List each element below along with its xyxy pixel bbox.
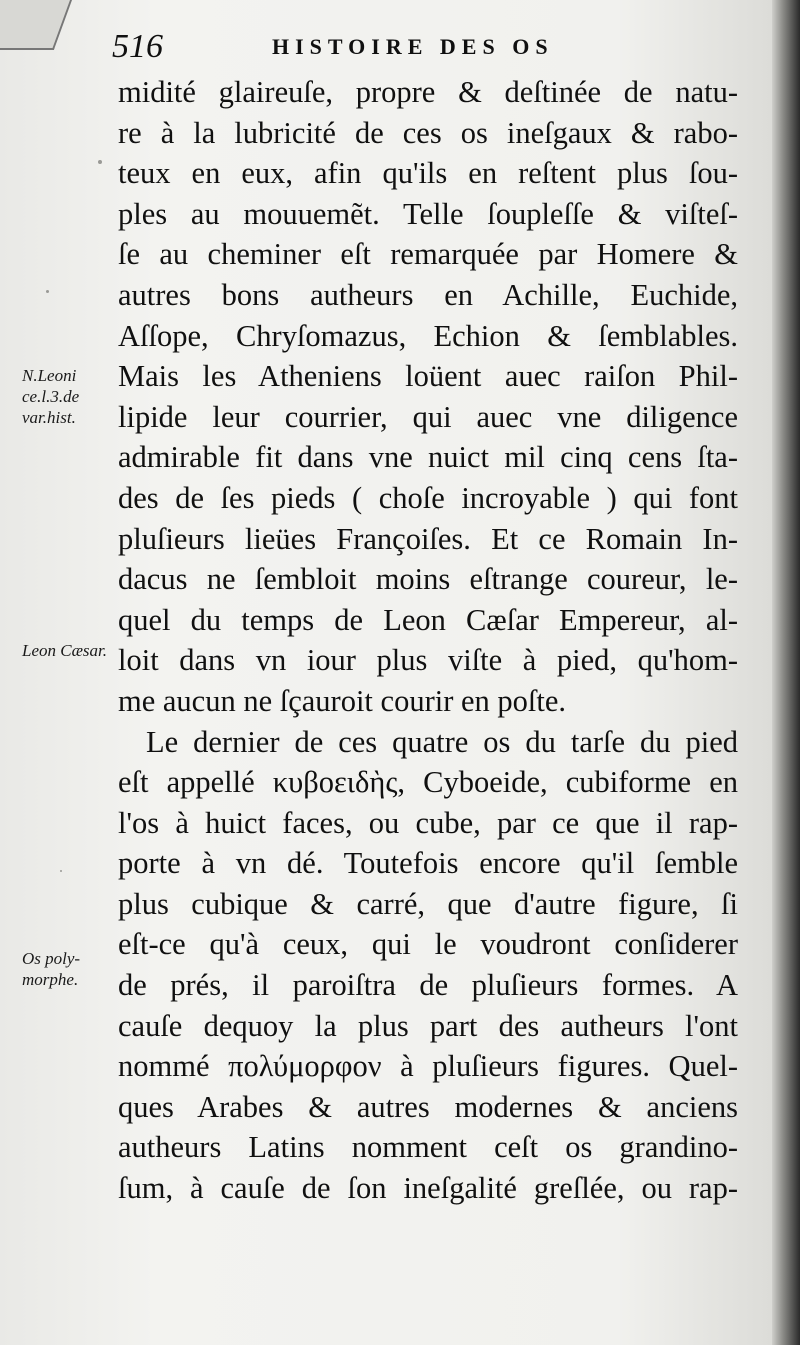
page-header <box>112 28 752 68</box>
text-line: l'os à huict faces, ou cube, par ce que il rap- <box>118 805 738 840</box>
running-head: HISTOIRE DES OS <box>272 34 554 59</box>
text-line: Aſſope, Chryſomazus, Echion & ſemblables. <box>118 318 738 353</box>
text-line: quel du temps de Leon Cæſar Empereur, al- <box>118 602 738 637</box>
book-spine <box>772 0 800 1345</box>
paper-speck <box>46 290 49 293</box>
text-line: lipide leur courrier, qui auec vne diligence <box>118 399 738 434</box>
margin-note-leonice: N.Leoni ce.l.3.de var.hist. <box>22 366 80 427</box>
page-corner <box>0 0 72 50</box>
text-line: porte à vn dé. Toutefois encore qu'il ſemble <box>118 846 738 881</box>
text-line: cauſe dequoy la plus part des autheurs l'ont <box>118 1008 738 1043</box>
text-line: ples au mouuemẽt. Telle ſoupleſſe & viſteſ- <box>118 196 738 231</box>
text-line: des de ſes pieds ( choſe incroyable ) qui font <box>118 480 738 515</box>
text-line: ſum, à cauſe de ſon ineſgalité greſlée, ou rap- <box>118 1171 738 1206</box>
text-line: plus cubique & carré, que d'autre figure, ſi <box>118 886 738 921</box>
text-line: de prés, il paroiſtra de pluſieurs formes. A <box>118 968 738 1003</box>
text-line: ſe au cheminer eſt remarquée par Homere & <box>118 237 738 272</box>
text-line: eſt appellé κυβοειδὴς, Cyboeide, cubiforme en <box>118 765 738 800</box>
text-line: Le dernier de ces quatre os du tarſe du pied <box>146 724 738 759</box>
text-line: autres bons autheurs en Achille, Euchide, <box>118 277 738 312</box>
text-line: dacus ne ſembloit moins eſtrange coureur, le- <box>118 562 738 597</box>
text-line: loit dans vn iour plus viſte à pied, qu'hom- <box>118 643 738 678</box>
paper-speck <box>98 160 102 164</box>
margin-note-leon-caesar: Leon Cæsar. <box>22 641 108 660</box>
text-line: ques Arabes & autres modernes & anciens <box>118 1089 738 1124</box>
text-line: me aucun ne ſçauroit courir en poſte. <box>118 683 566 718</box>
margin-note-os-polymorphe: Os poly- morphe. <box>22 949 81 989</box>
text-line: teux en eux, afin qu'ils en reſtent plus ſou- <box>118 156 738 191</box>
paper-speck <box>60 870 62 872</box>
text-line: autheurs Latins nomment ceſt os grandino- <box>118 1130 738 1165</box>
page-number: 516 <box>112 28 163 65</box>
text-line: pluſieurs lieües Françoiſes. Et ce Romain In- <box>118 521 738 556</box>
text-line: Mais les Atheniens loüent auec raiſon Phil- <box>118 359 738 394</box>
body-text <box>118 72 738 1209</box>
text-line: eſt-ce qu'à ceux, qui le voudront conſiderer <box>118 927 738 962</box>
text-line: admirable fit dans vne nuict mil cinq cens ſta- <box>118 440 738 475</box>
text-line: midité glaireuſe, propre & deſtinée de natu- <box>118 75 738 109</box>
text-line: nommé πολύμορφον à pluſieurs figures. Quel- <box>118 1049 738 1084</box>
text-line: re à la lubricité de ces os ineſgaux & rabo- <box>118 115 738 150</box>
